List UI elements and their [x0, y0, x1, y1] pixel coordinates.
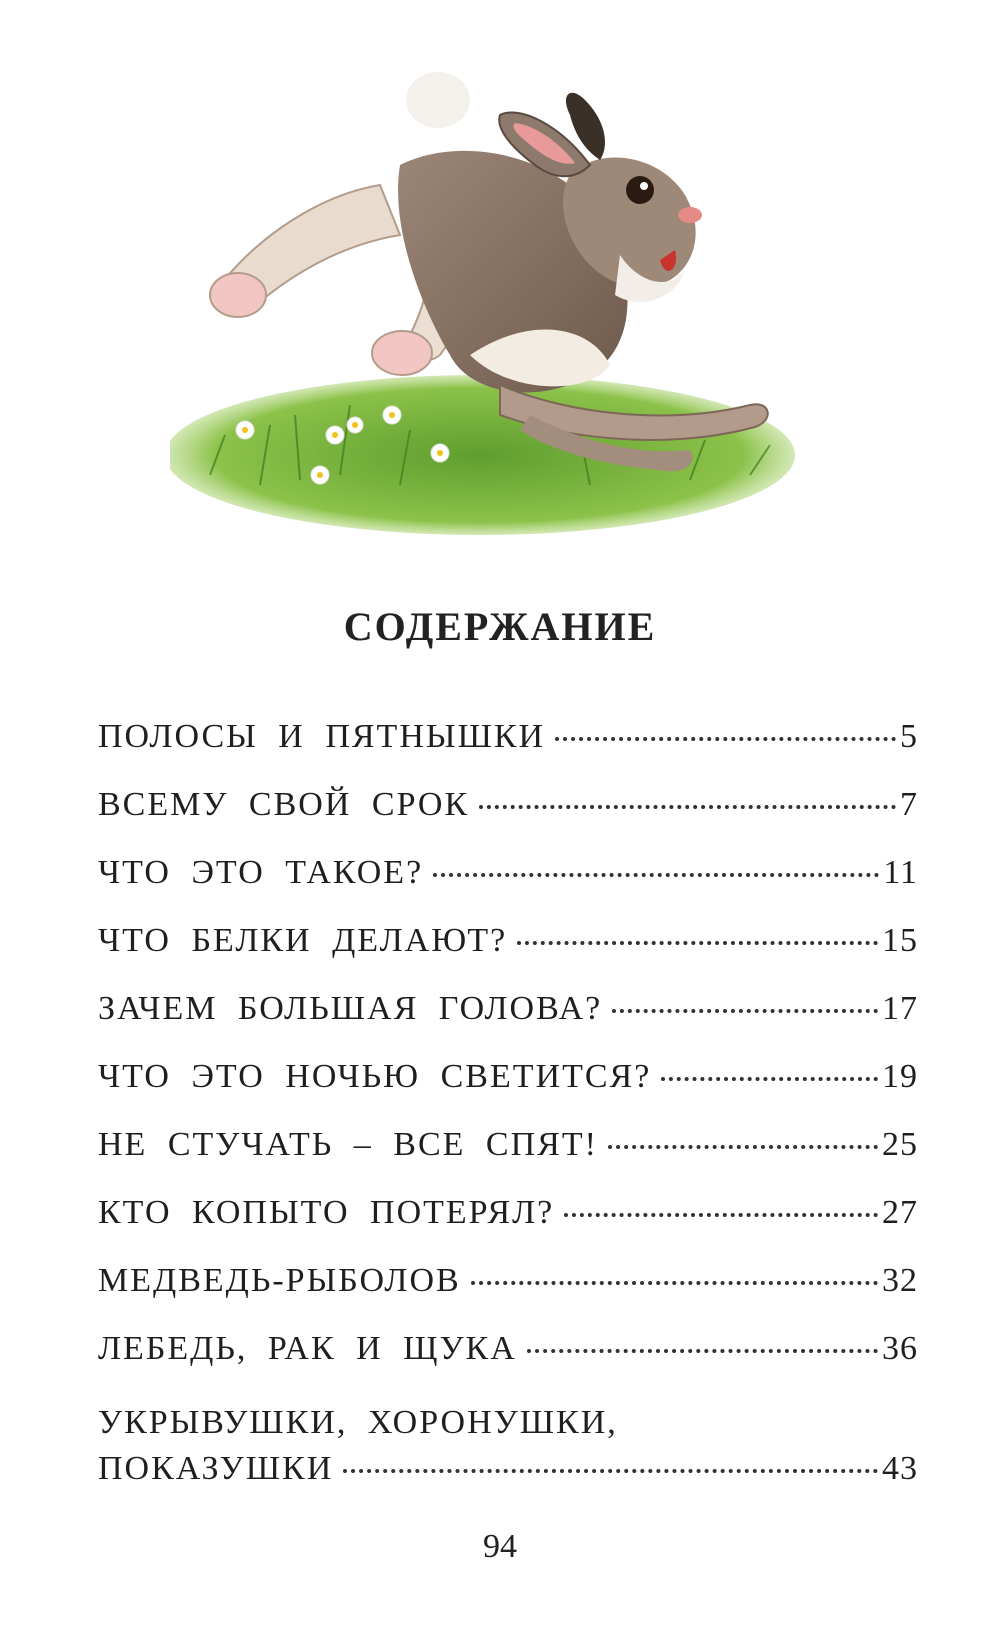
toc-entry[interactable]: [98, 1126, 918, 1194]
toc-entry[interactable]: [98, 1262, 918, 1330]
toc-entry-title-line2: ПОКАЗУШКИ: [98, 1450, 334, 1487]
toc-entry-page: 27: [882, 1194, 918, 1231]
dot-leader: [433, 873, 879, 877]
toc-entry-page: 15: [882, 922, 918, 959]
toc-entry-title: ЧТО ЭТО НОЧЬЮ СВЕТИТСЯ?: [98, 1058, 652, 1095]
toc-entry-title: ЗАЧЕМ БОЛЬШАЯ ГОЛОВА?: [98, 990, 603, 1027]
toc-entry-title: ЧТО БЕЛКИ ДЕЛАЮТ?: [98, 922, 508, 959]
toc-entry-page: 5: [900, 718, 918, 755]
toc-entry-title: ВСЕМУ СВОЙ СРОК: [98, 786, 470, 823]
dot-leader: [527, 1349, 878, 1353]
dot-leader: [517, 941, 878, 945]
dot-leader: [661, 1077, 878, 1081]
toc-entry-title: МЕДВЕДЬ-РЫБОЛОВ: [98, 1262, 461, 1299]
dot-leader: [479, 805, 896, 809]
hare-illustration: [170, 55, 830, 545]
dot-leader: [612, 1009, 878, 1013]
toc-entry[interactable]: [98, 1330, 918, 1398]
toc-entry-multiline[interactable]: [98, 1404, 918, 1488]
dot-leader: [608, 1145, 878, 1149]
toc-entry-title: КТО КОПЫТО ПОТЕРЯЛ?: [98, 1194, 555, 1231]
toc-entry-page: 36: [882, 1330, 918, 1367]
toc-entry-title: ЧТО ЭТО ТАКОЕ?: [98, 854, 424, 891]
toc-entry-title: НЕ СТУЧАТЬ – ВСЕ СПЯТ!: [98, 1126, 598, 1163]
toc-entry[interactable]: [98, 990, 918, 1058]
dot-leader: [471, 1281, 878, 1285]
toc-entry-title: ПОЛОСЫ И ПЯТНЫШКИ: [98, 718, 546, 755]
page-title: СОДЕРЖАНИЕ: [343, 604, 657, 649]
table-of-contents: [98, 718, 918, 1488]
toc-entry[interactable]: [98, 922, 918, 990]
dot-leader: [555, 737, 896, 741]
toc-entry[interactable]: [98, 718, 918, 786]
hare-tail: [406, 72, 470, 128]
toc-entry-page: 25: [882, 1126, 918, 1163]
toc-entry[interactable]: [98, 1194, 918, 1262]
toc-entry-title-line1: УКРЫВУШКИ, ХОРОНУШКИ,: [98, 1404, 618, 1441]
dot-leader: [343, 1469, 878, 1473]
page-number: 94: [483, 1528, 517, 1565]
toc-entry-page: 11: [883, 854, 918, 891]
toc-entry-page: 7: [900, 786, 918, 823]
grass-patch: [170, 375, 795, 535]
toc-entry-page: 43: [882, 1450, 918, 1487]
dot-leader: [564, 1213, 878, 1217]
toc-entry-page: 19: [882, 1058, 918, 1095]
toc-entry-page: 17: [882, 990, 918, 1027]
hare-eye: [626, 176, 654, 204]
toc-entry-page: 32: [882, 1262, 918, 1299]
toc-entry-title: ЛЕБЕДЬ, РАК И ЩУКА: [98, 1330, 517, 1367]
toc-entry[interactable]: [98, 786, 918, 854]
toc-entry[interactable]: [98, 854, 918, 922]
toc-entry[interactable]: [98, 1058, 918, 1126]
